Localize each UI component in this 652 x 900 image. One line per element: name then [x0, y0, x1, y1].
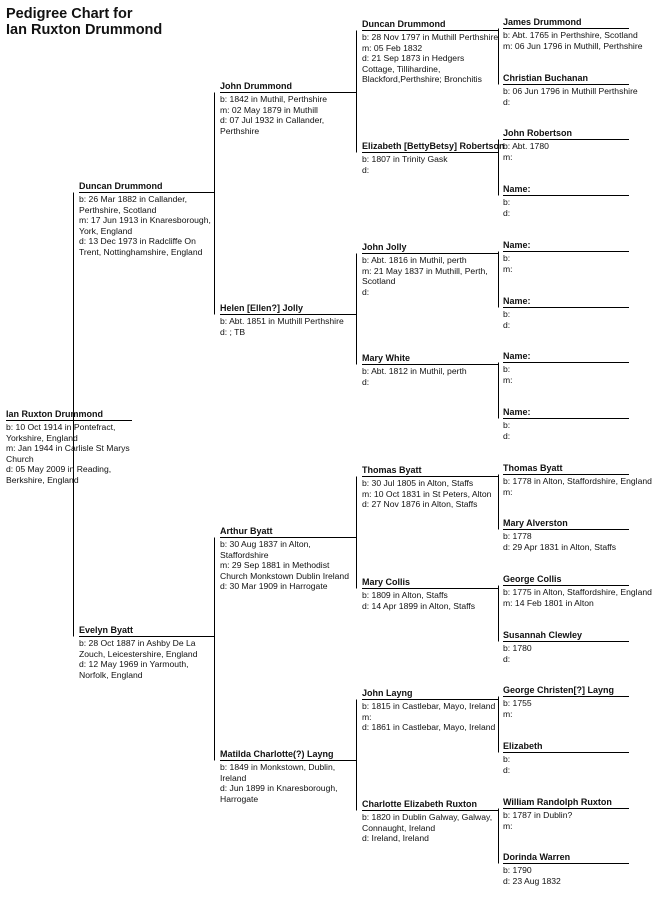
- person-name: Susannah Clewley: [503, 630, 583, 640]
- person-detail-line: d: 13 Dec 1973 in Radcliffe On Trent, Nottinghamshire, England: [79, 236, 203, 257]
- person-detail-line: b: 1778 in Alton, Staffordshire, England: [503, 476, 652, 486]
- person-p15: [362, 798, 499, 844]
- person-details: [362, 588, 499, 611]
- person-p14: [362, 687, 499, 733]
- person-details: [503, 752, 629, 775]
- person-details: [362, 699, 499, 733]
- person-name: George Collis: [503, 574, 562, 584]
- person-p5: [220, 302, 357, 337]
- person-name: Thomas Byatt: [362, 465, 422, 475]
- person-detail-line: b: 30 Aug 1837 in Alton, Staffordshire: [220, 539, 311, 560]
- person-detail-line: m:: [503, 820, 513, 831]
- person-detail-line: b: 1820 in Dublin Galway, Galway, Connaught, Ireland: [362, 812, 493, 833]
- person-p9: [362, 140, 505, 175]
- person-details: [220, 537, 357, 592]
- person-name: Ian Ruxton Drummond: [6, 409, 103, 419]
- person-detail-line: b: 1809 in Alton, Staffs: [362, 590, 448, 600]
- person-name: John Jolly: [362, 242, 407, 252]
- person-name: James Drummond: [503, 17, 582, 27]
- person-p17: [503, 72, 638, 107]
- person-detail-line: b: 1755: [503, 698, 532, 708]
- person-detail-line: b: 1778: [503, 531, 532, 541]
- person-detail-line: b: 1790: [503, 865, 532, 875]
- person-detail-line: b: 1842 in Muthil, Perthshire: [220, 94, 328, 104]
- person-detail-line: m:: [503, 374, 513, 385]
- person-detail-line: d:: [362, 164, 370, 175]
- person-detail-line: b: 26 Mar 1882 in Callander, Perthshire, Scotland: [79, 194, 187, 215]
- person-details: [79, 192, 215, 257]
- person-detail-line: d: 23 Aug 1832: [503, 875, 561, 886]
- person-detail-line: d:: [362, 376, 370, 387]
- person-name: George Christen[?] Layng: [503, 685, 615, 695]
- person-name: John Drummond: [220, 81, 292, 91]
- person-name: Duncan Drummond: [362, 19, 446, 29]
- person-details: [362, 476, 499, 510]
- person-detail-line: d: 29 Apr 1831 in Alton, Staffs: [503, 541, 617, 552]
- person-details: [503, 863, 629, 886]
- person-detail-line: m:: [503, 151, 513, 162]
- person-p26: [503, 573, 652, 608]
- person-name: Name:: [503, 351, 531, 361]
- person-p6: [220, 525, 357, 592]
- person-details: [362, 152, 499, 175]
- person-name: Name:: [503, 407, 531, 417]
- person-detail-line: d:: [503, 653, 511, 664]
- person-detail-line: d:: [362, 286, 370, 297]
- person-detail-line: d: 21 Sep 1873 in Hedgers Cottage, Tillihardine, Blackford,Perthshire; Bronchitis: [362, 53, 482, 84]
- person-details: [503, 28, 643, 51]
- person-details: [503, 84, 638, 107]
- person-p22: [503, 350, 629, 385]
- person-name: Matilda Charlotte(?) Layng: [220, 749, 334, 759]
- person-detail-line: b: Abt. 1851 in Muthill Perthshire: [220, 316, 344, 326]
- person-name: Duncan Drummond: [79, 181, 163, 191]
- person-details: [220, 314, 357, 337]
- person-name: Evelyn Byatt: [79, 625, 134, 635]
- person-name: John Layng: [362, 688, 413, 698]
- person-detail-line: b: 1807 in Trinity Gask: [362, 154, 448, 164]
- person-p7: [220, 748, 357, 804]
- person-name: Name:: [503, 240, 531, 250]
- person-detail-line: m: 06 Jun 1796 in Muthill, Perthshire: [503, 40, 643, 51]
- person-details: [503, 641, 629, 664]
- person-detail-line: d: 07 Jul 1932 in Callander, Perthshire: [220, 115, 325, 136]
- person-details: [503, 696, 629, 719]
- person-details: [220, 760, 357, 804]
- person-detail-line: b: 1815 in Castlebar, Mayo, Ireland: [362, 701, 496, 711]
- person-detail-line: b:: [503, 309, 511, 319]
- person-details: [503, 529, 629, 552]
- person-details: [362, 364, 499, 387]
- person-name: Mary Alverston: [503, 518, 568, 528]
- person-detail-line: m: 10 Oct 1831 in St Peters, Alton: [362, 488, 492, 499]
- person-name: Name:: [503, 184, 531, 194]
- person-name: Elizabeth: [503, 741, 543, 751]
- person-detail-line: m: 21 May 1837 in Muthill, Perth, Scotland: [362, 265, 488, 286]
- person-detail-line: m: 29 Sep 1881 in Methodist Church Monkstown Dublin Ireland: [220, 560, 349, 581]
- person-p12: [362, 464, 499, 510]
- person-p2: [79, 180, 215, 257]
- person-details: [503, 474, 652, 497]
- person-detail-line: b: 30 Jul 1805 in Alton, Staffs: [362, 478, 474, 488]
- person-detail-line: b:: [503, 253, 511, 263]
- person-details: [79, 636, 215, 680]
- person-detail-line: b: Abt. 1812 in Muthil, perth: [362, 366, 467, 376]
- person-details: [503, 362, 629, 385]
- person-detail-line: b: Abt. 1780: [503, 141, 549, 151]
- person-detail-line: b: 28 Oct 1887 in Ashby De La Zouch, Leicestershire, England: [79, 638, 198, 659]
- person-name: Thomas Byatt: [503, 463, 563, 473]
- person-detail-line: m: Jan 1944 in Carlisle St Marys Church: [6, 443, 130, 464]
- person-detail-line: m: 14 Feb 1801 in Alton: [503, 597, 594, 608]
- person-p10: [362, 241, 499, 297]
- person-p16: [503, 16, 643, 51]
- person-detail-line: d:: [503, 430, 511, 441]
- person-p4: [220, 80, 357, 136]
- person-details: [503, 195, 629, 218]
- person-detail-line: m:: [503, 263, 513, 274]
- person-name: William Randolph Ruxton: [503, 797, 612, 807]
- person-detail-line: d:: [503, 319, 511, 330]
- person-detail-line: d: 12 May 1969 in Yarmouth, Norfolk, England: [79, 659, 189, 680]
- person-detail-line: d: 27 Nov 1876 in Alton, Staffs: [362, 499, 478, 509]
- person-details: [220, 92, 357, 136]
- person-p31: [503, 851, 629, 886]
- person-detail-line: d: Jun 1899 in Knaresborough, Harrogate: [220, 783, 338, 804]
- person-detail-line: b:: [503, 754, 511, 764]
- person-detail-line: b: 10 Oct 1914 in Pontefract, Yorkshire, England: [6, 422, 116, 443]
- person-p1: [6, 408, 132, 485]
- person-detail-line: d:: [503, 207, 511, 218]
- person-p30: [503, 796, 629, 831]
- person-details: [503, 251, 629, 274]
- person-detail-line: d: Ireland, Ireland: [362, 833, 429, 843]
- person-details: [503, 418, 629, 441]
- person-details: [362, 810, 499, 844]
- person-details: [6, 420, 132, 485]
- person-details: [503, 585, 652, 608]
- person-detail-line: b: Abt. 1765 in Perthshire, Scotland: [503, 30, 638, 40]
- person-detail-line: b: 1787 in Dublin?: [503, 810, 573, 820]
- person-detail-line: d:: [503, 96, 511, 107]
- person-name: Mary White: [362, 353, 411, 363]
- person-detail-line: b: 1780: [503, 643, 532, 653]
- person-name: Charlotte Elizabeth Ruxton: [362, 799, 478, 809]
- person-detail-line: m:: [503, 708, 513, 719]
- person-p27: [503, 629, 629, 664]
- person-detail-line: b:: [503, 197, 511, 207]
- person-detail-line: m: 02 May 1879 in Muthill: [220, 104, 318, 115]
- person-name: Helen [Ellen?] Jolly: [220, 303, 304, 313]
- person-detail-line: m:: [362, 711, 372, 722]
- person-p29: [503, 740, 629, 775]
- person-name: John Robertson: [503, 128, 572, 138]
- person-detail-line: b:: [503, 420, 511, 430]
- person-details: [503, 139, 629, 162]
- person-detail-line: d: 14 Apr 1899 in Alton, Staffs: [362, 600, 476, 611]
- person-detail-line: d: 05 May 2009 in Reading, Berkshire, England: [6, 464, 112, 485]
- person-detail-line: b: 1775 in Alton, Staffordshire, England: [503, 587, 652, 597]
- person-details: [362, 253, 499, 297]
- person-p24: [503, 462, 652, 497]
- person-name: Elizabeth [BettyBetsy] Robertson: [362, 141, 505, 151]
- person-details: [503, 808, 629, 831]
- person-detail-line: b: 28 Nov 1797 in Muthill Perthshire: [362, 32, 499, 42]
- person-p18: [503, 127, 629, 162]
- person-detail-line: m:: [503, 486, 513, 497]
- person-p21: [503, 295, 629, 330]
- person-name: Dorinda Warren: [503, 852, 571, 862]
- person-detail-line: b:: [503, 364, 511, 374]
- person-p28: [503, 684, 629, 719]
- person-p19: [503, 183, 629, 218]
- person-p13: [362, 576, 499, 611]
- chart-title-line-1: Pedigree Chart for: [6, 6, 133, 22]
- person-detail-line: b: 1849 in Monkstown, Dublin, Ireland: [220, 762, 336, 783]
- person-name: Christian Buchanan: [503, 73, 589, 83]
- person-name: Name:: [503, 296, 531, 306]
- person-name: Arthur Byatt: [220, 526, 273, 536]
- person-details: [503, 307, 629, 330]
- person-detail-line: d: 1861 in Castlebar, Mayo, Ireland: [362, 722, 496, 732]
- person-detail-line: m: 17 Jun 1913 in Knaresborough, York, England: [79, 215, 211, 236]
- person-detail-line: d: 30 Mar 1909 in Harrogate: [220, 581, 328, 591]
- person-detail-line: b: Abt. 1816 in Muthil, perth: [362, 255, 467, 265]
- person-detail-line: b: 06 Jun 1796 in Muthill Perthshire: [503, 86, 638, 96]
- person-detail-line: m: 05 Feb 1832: [362, 42, 423, 53]
- person-p20: [503, 239, 629, 274]
- person-p3: [79, 624, 215, 680]
- person-p11: [362, 352, 499, 387]
- person-p25: [503, 517, 629, 552]
- person-detail-line: d:: [503, 764, 511, 775]
- person-details: [362, 30, 499, 85]
- person-detail-line: d: ; TB: [220, 326, 246, 337]
- person-p8: [362, 18, 499, 85]
- chart-title-line-2: Ian Ruxton Drummond: [6, 22, 163, 38]
- person-p23: [503, 406, 629, 441]
- person-name: Mary Collis: [362, 577, 411, 587]
